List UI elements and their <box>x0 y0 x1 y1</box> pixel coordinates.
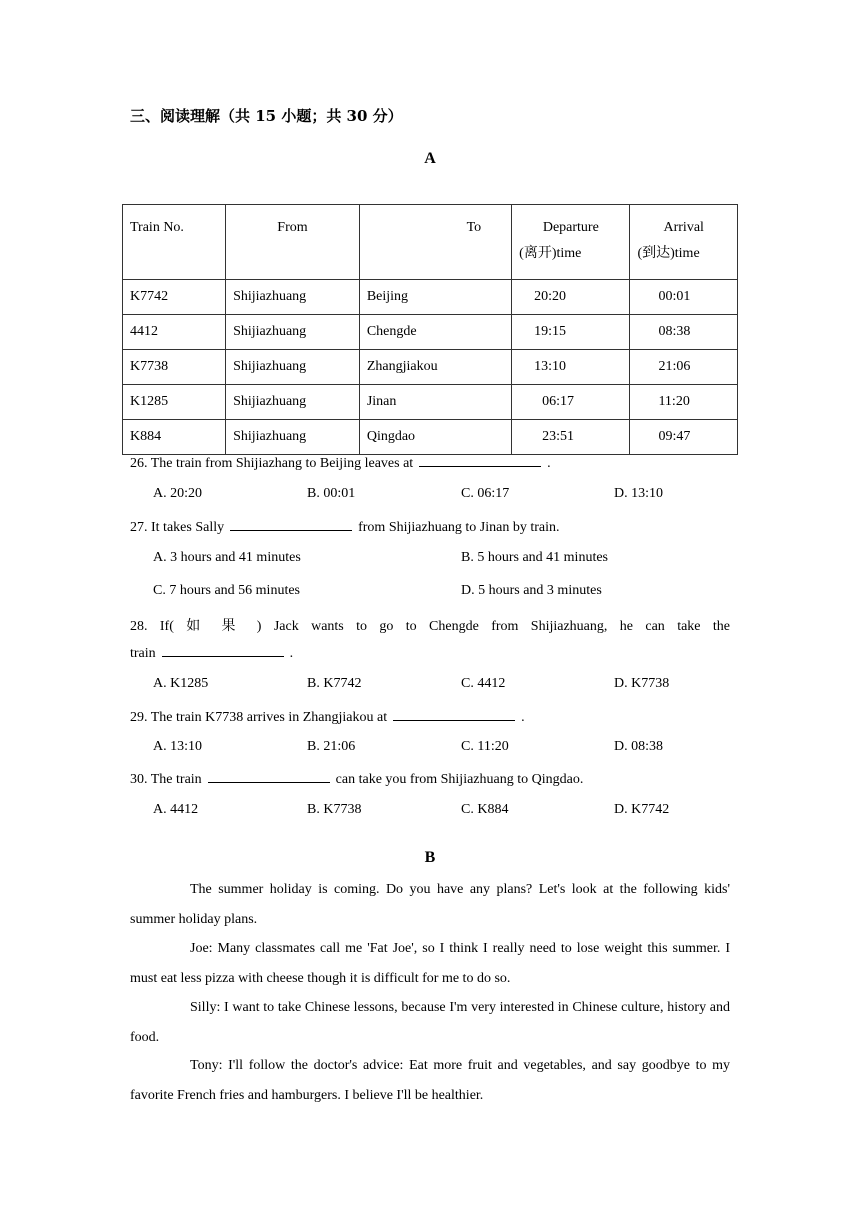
header-arrival-line1: Arrival <box>663 220 704 235</box>
paragraph-text: Silly: I want to take Chinese lessons, because I'm very interested in Chinese culture, history and food. <box>130 1000 730 1045</box>
cell-to: Chengde <box>359 315 511 350</box>
question-29-end: . <box>521 710 525 725</box>
cell-departure: 13:10 <box>512 350 630 385</box>
cell-to: Beijing <box>359 280 511 315</box>
question-28-end: . <box>289 646 294 661</box>
option-c[interactable]: C. 7 hours and 56 minutes <box>153 583 300 598</box>
question-29 <box>130 708 730 726</box>
option-d[interactable]: D. K7738 <box>614 676 670 691</box>
header-arrival <box>630 205 738 280</box>
question-28-text: train <box>130 646 156 661</box>
option-b[interactable]: B. 21:06 <box>307 739 356 754</box>
part-b-heading: B <box>424 849 436 866</box>
cell-departure: 20:20 <box>512 280 630 315</box>
cell-to: Jinan <box>359 385 511 420</box>
paragraph-text: Tony: I'll follow the doctor's advice: Eat more fruit and vegetables, and say goodbye to my favorite French fries and hamburgers. I believe I'll be healthier. <box>130 1058 730 1103</box>
option-a[interactable]: A. 4412 <box>153 802 199 817</box>
cell-train-no: K884 <box>123 420 226 455</box>
table-row <box>123 385 738 420</box>
question-28-line2 <box>130 644 730 662</box>
answer-blank[interactable] <box>208 770 330 783</box>
option-a[interactable]: A. 13:10 <box>153 739 202 754</box>
cell-departure: 19:15 <box>512 315 630 350</box>
question-28-line1: 28. If( 如 果 ) Jack wants to go to Chengde from Shijiazhuang, he can take the <box>130 619 730 634</box>
option-c[interactable]: C. 06:17 <box>461 486 510 501</box>
header-departure-line1: Departure <box>542 220 599 235</box>
cell-arrival: 00:01 <box>630 280 738 315</box>
table-row <box>123 280 738 315</box>
option-a[interactable]: A. 20:20 <box>153 486 202 501</box>
option-a[interactable]: A. K1285 <box>153 676 209 691</box>
cell-train-no: K1285 <box>123 385 226 420</box>
cell-train-no: K7738 <box>123 350 226 385</box>
header-train-no: Train No. <box>123 205 226 280</box>
option-c[interactable]: C. 11:20 <box>461 739 509 754</box>
option-b[interactable]: B. K7738 <box>307 802 362 817</box>
cell-to: Zhangjiakou <box>359 350 511 385</box>
passage-paragraph-3 <box>130 993 730 1052</box>
cell-arrival: 09:47 <box>630 420 738 455</box>
section-title: 三、阅读理解（共 15 小题；共 30 分） <box>130 107 403 125</box>
table-row <box>123 315 738 350</box>
header-departure-line2: (离开)time <box>519 246 582 261</box>
cell-from: Shijiazhuang <box>226 420 360 455</box>
question-27-end: from Shijiazhuang to Jinan by train. <box>358 520 560 535</box>
table-row <box>123 420 738 455</box>
paragraph-text: The summer holiday is coming. Do you have any plans? Let's look at the following kids' summer holiday plans. <box>130 882 730 927</box>
answer-blank[interactable] <box>393 708 515 721</box>
option-d[interactable]: D. 08:38 <box>614 739 663 754</box>
option-c[interactable]: C. 4412 <box>461 676 506 691</box>
option-d[interactable]: D. 13:10 <box>614 486 663 501</box>
header-to: To <box>359 205 511 280</box>
cell-arrival: 11:20 <box>630 385 738 420</box>
header-from: From <box>226 205 360 280</box>
option-d[interactable]: D. K7742 <box>614 802 670 817</box>
question-30-text: 30. The train <box>130 772 202 787</box>
cell-from: Shijiazhuang <box>226 350 360 385</box>
question-27 <box>130 518 730 536</box>
part-a-heading: A <box>424 150 436 167</box>
cell-from: Shijiazhuang <box>226 280 360 315</box>
header-departure <box>512 205 630 280</box>
option-b[interactable]: B. 5 hours and 41 minutes <box>461 550 608 565</box>
passage-paragraph-2 <box>130 934 730 993</box>
header-arrival-line2: (到达)time <box>637 246 700 261</box>
cell-from: Shijiazhuang <box>226 315 360 350</box>
option-d[interactable]: D. 5 hours and 3 minutes <box>461 583 602 598</box>
cell-departure: 23:51 <box>512 420 630 455</box>
option-a[interactable]: A. 3 hours and 41 minutes <box>153 550 301 565</box>
passage-paragraph-1 <box>130 875 730 934</box>
question-30 <box>130 770 730 788</box>
question-30-end: can take you from Shijiazhuang to Qingdao. <box>335 772 584 787</box>
cell-arrival: 08:38 <box>630 315 738 350</box>
question-27-text: 27. It takes Sally <box>130 520 225 535</box>
cell-arrival: 21:06 <box>630 350 738 385</box>
cell-to: Qingdao <box>359 420 511 455</box>
option-c[interactable]: C. K884 <box>461 802 509 817</box>
question-29-text: 29. The train K7738 arrives in Zhangjiakou at <box>130 710 388 725</box>
question-26-end: . <box>547 456 551 471</box>
question-26-text: 26. The train from Shijiazhang to Beijing leaves at <box>130 456 414 471</box>
paragraph-text: Joe: Many classmates call me 'Fat Joe', so I think I really need to lose weight this summer. I must eat less pizza with cheese though it is difficult for me to do so. <box>130 941 730 986</box>
cell-train-no: 4412 <box>123 315 226 350</box>
answer-blank[interactable] <box>419 454 541 467</box>
answer-blank[interactable] <box>230 518 352 531</box>
cell-departure: 06:17 <box>512 385 630 420</box>
train-timetable <box>122 204 738 455</box>
option-b[interactable]: B. K7742 <box>307 676 362 691</box>
answer-blank[interactable] <box>162 644 284 657</box>
cell-train-no: K7742 <box>123 280 226 315</box>
question-26 <box>130 454 730 472</box>
table-row <box>123 350 738 385</box>
cell-from: Shijiazhuang <box>226 385 360 420</box>
option-b[interactable]: B. 00:01 <box>307 486 356 501</box>
passage-paragraph-4 <box>130 1051 730 1110</box>
table-header-row <box>123 205 738 280</box>
